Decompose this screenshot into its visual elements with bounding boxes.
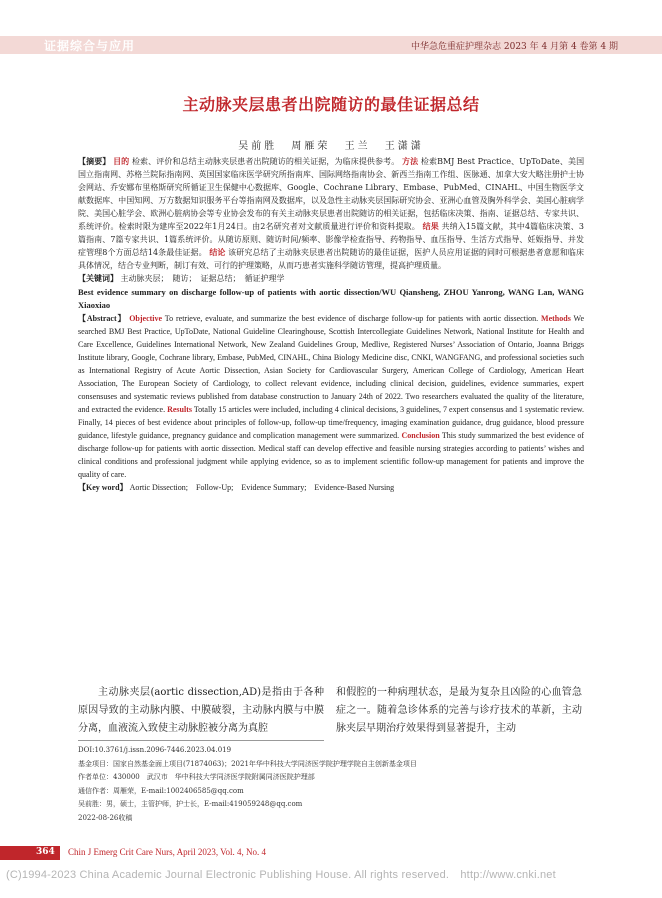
body-column-left: 主动脉夹层(aortic dissection,AD)是指由于各种原因导致的主动脉内膜、中膜破裂，主动脉内膜与中膜分离，血液流入致使主动脉腔被分离为真腔 (78, 687, 324, 734)
en-conclusion-text: This study summarized the best evidence of discharge follow-up for patients with aortic dissection. Medical staff can develop effective and feasible nursing strategies according to patients’ wishes and clinical conditions and professional judgment while applying evidence, so as to implement scientific follow-up management for patients and improve the quality of care. (78, 431, 585, 479)
affiliation: 作者单位：430000 武汉市 华中科技大学同济医学院附属同济医院护理部 (78, 773, 315, 781)
english-keywords (78, 481, 584, 494)
abstract-section (78, 155, 584, 494)
page-footer (0, 846, 662, 860)
en-conclusion-label: Conclusion (401, 431, 440, 440)
chinese-keywords (78, 272, 584, 285)
en-objective-text: To retrieve, evaluate, and summarize the best evidence of discharge follow-up for patients with aortic dissection. (164, 314, 539, 323)
en-keywords-text: Aortic Dissection; Follow-Up; Evidence Summary; Evidence-Based Nursing (129, 483, 395, 492)
keywords-text: 主动脉夹层； 随访； 证据总结； 循证护理学 (120, 274, 285, 283)
journal-citation: Chin J Emerg Crit Care Nurs, April 2023, Vol. 4, No. 4 (68, 847, 266, 857)
footnote-divider (78, 740, 324, 741)
chinese-abstract (78, 155, 584, 272)
received-date: 2022-08-26收稿 (78, 813, 133, 822)
results-label: 结果 (422, 221, 439, 231)
en-results-text: Totally 15 articles were included, including 4 clinical decisions, 3 guidelines, 7 expert consensus and 1 systematic review. Finally, 14 pieces of best evidence about principles of follow-up, follow-up time/frequency, imaging examination guidance, drug guidance, blood pressure guidance, lifestyle guidance, pregnancy guidance and complication management were summarized. (78, 405, 585, 440)
en-objective-label: Objective (129, 314, 163, 323)
abstract-label: 【摘要】 (78, 156, 111, 166)
english-title: Best evidence summary on discharge follow-up of patients with aortic dissection/WU Qiansheng, ZHOU Yanrong, WANG Lan, WANG Xiaoxiao (78, 287, 584, 310)
copyright-watermark: (C)1994-2023 China Academic Journal Electronic Publishing House. All rights reserved. http://www.cnki.net (6, 869, 556, 881)
en-keywords-label: 【Key word】 (78, 483, 128, 492)
en-abstract-label: 【Abstract】 (78, 314, 127, 323)
journal-issue: 中华急危重症护理杂志 2023 年 4 月第 4 卷第 4 期 (411, 42, 618, 52)
doi: DOI:10.3761/j.issn.2096-7446.2023.04.019 (78, 746, 232, 754)
conclusion-label: 结论 (209, 247, 226, 257)
page-number-box (0, 846, 60, 860)
keywords-label: 【关键词】 (78, 273, 118, 283)
author-list: 吴前胜 周雁荣 王兰 王潇潇 (238, 141, 424, 152)
corresponding-author: 通信作者：周雁荣，E-mail:1002406585@qq.com (78, 786, 244, 795)
first-author: 吴前胜：男，硕士，主管护师，护士长，E-mail:419059248@qq.com (78, 800, 303, 808)
en-methods-label: Methods (541, 314, 571, 323)
results-text: 共纳入15篇文献，其中4篇临床决策、3篇指南、7篇专家共识、1篇系统评价。从随访原则、随访时间/频率、影像学检查指导、药物指导、血压指导、生活方式指导、妊娠指导、并发症管理8个方面总结14条最佳证据。 (78, 222, 585, 257)
running-header (0, 36, 662, 54)
english-abstract (78, 312, 584, 481)
funding: 基金项目：国家自然基金面上项目(71874063)；2021年华中科技大学同济医学院护理学院自主创新基金项目 (78, 759, 417, 768)
methods-text: 检索BMJ Best Practice、UpToDate、美国国立指南网、苏格兰院际指南网、英国国家临床医学研究所指南库、国际网络指南协会、新西兰指南工作组、医脉通、加拿大安大略注册护士协会网站、乔安娜布里格斯研究所循证卫生保健中心数据库、Google、Cochrane Library、Embase、PubMed、CINAHL、中国生物医学文献数据库、中国知网、万方数据知识服务平台等指南网及数据库，以及急性主动脉夹层国际研究协会、亚洲心血管及胸外科学会、美国心脏病学院、美国心脏学会、欧洲心脏病协会等专业协会发布的有关主动脉夹层患者出院随访的相关证据，包括临床决策、指南、证据总结、专家共识、系统评价。检索时限为建库至2022年1月24日。由2名研究者对文献质量进行评价和资料提取。 (78, 157, 585, 231)
article-title: 主动脉夹层患者出院随访的最佳证据总结 (182, 95, 480, 114)
body-column-right: 和假腔的一种病理状态，是最为复杂且凶险的心血管急症之一。随着急诊体系的完善与诊疗技术的革新，主动脉夹层早期治疗效果得到显著提升，主动 (336, 687, 582, 734)
en-results-label: Results (167, 405, 192, 414)
section-label: 证据综合与应用 (44, 39, 136, 53)
page-number: 364 (36, 847, 55, 857)
conclusion-text: 该研究总结了主动脉夹层患者出院随访的最佳证据，医护人员应用证据的同时可根据患者意愿和临床具体情况，结合专业判断，制订有效、可行的护理策略，从而巧患者实施科学随访管理，提高护理质量。 (78, 248, 585, 270)
objective-text: 检索、评价和总结主动脉夹层患者出院随访的相关证据，为临床提供参考。 (131, 157, 400, 166)
methods-label: 方法 (402, 156, 419, 166)
objective-label: 目的 (113, 156, 130, 166)
en-methods-text: We searched BMJ Best Practice, UpToDate, National Guideline Clearinghouse, Scottish Intercollegiate Guidelines Network, National Institute for Health and Care Excellence, Guidelines International Network, New Zealand Guidelines Group, Medlive, Registered Nurses’ Association of Ontario, Joanna Briggs Institute library, Google, Cochrane library, Embase, PubMed, CINAHL, China Biology Medicine disc, CNKI, WANGFANG, and professional societies such as International Registry of Acute Aortic Dissection, Asian Society for Cardiovascular Surgery, American College of Cardiology, American Heart Association, The European Society of Cardiology, to collect relevant evidence, including clinical decision, guidelines, evidence summaries, expert consensuses and systematic reviews published from database construction to January 24th of 2022. Two researchers evaluated the quality of the literature, and extracted the evidence. (78, 314, 584, 414)
footnotes (78, 744, 584, 825)
